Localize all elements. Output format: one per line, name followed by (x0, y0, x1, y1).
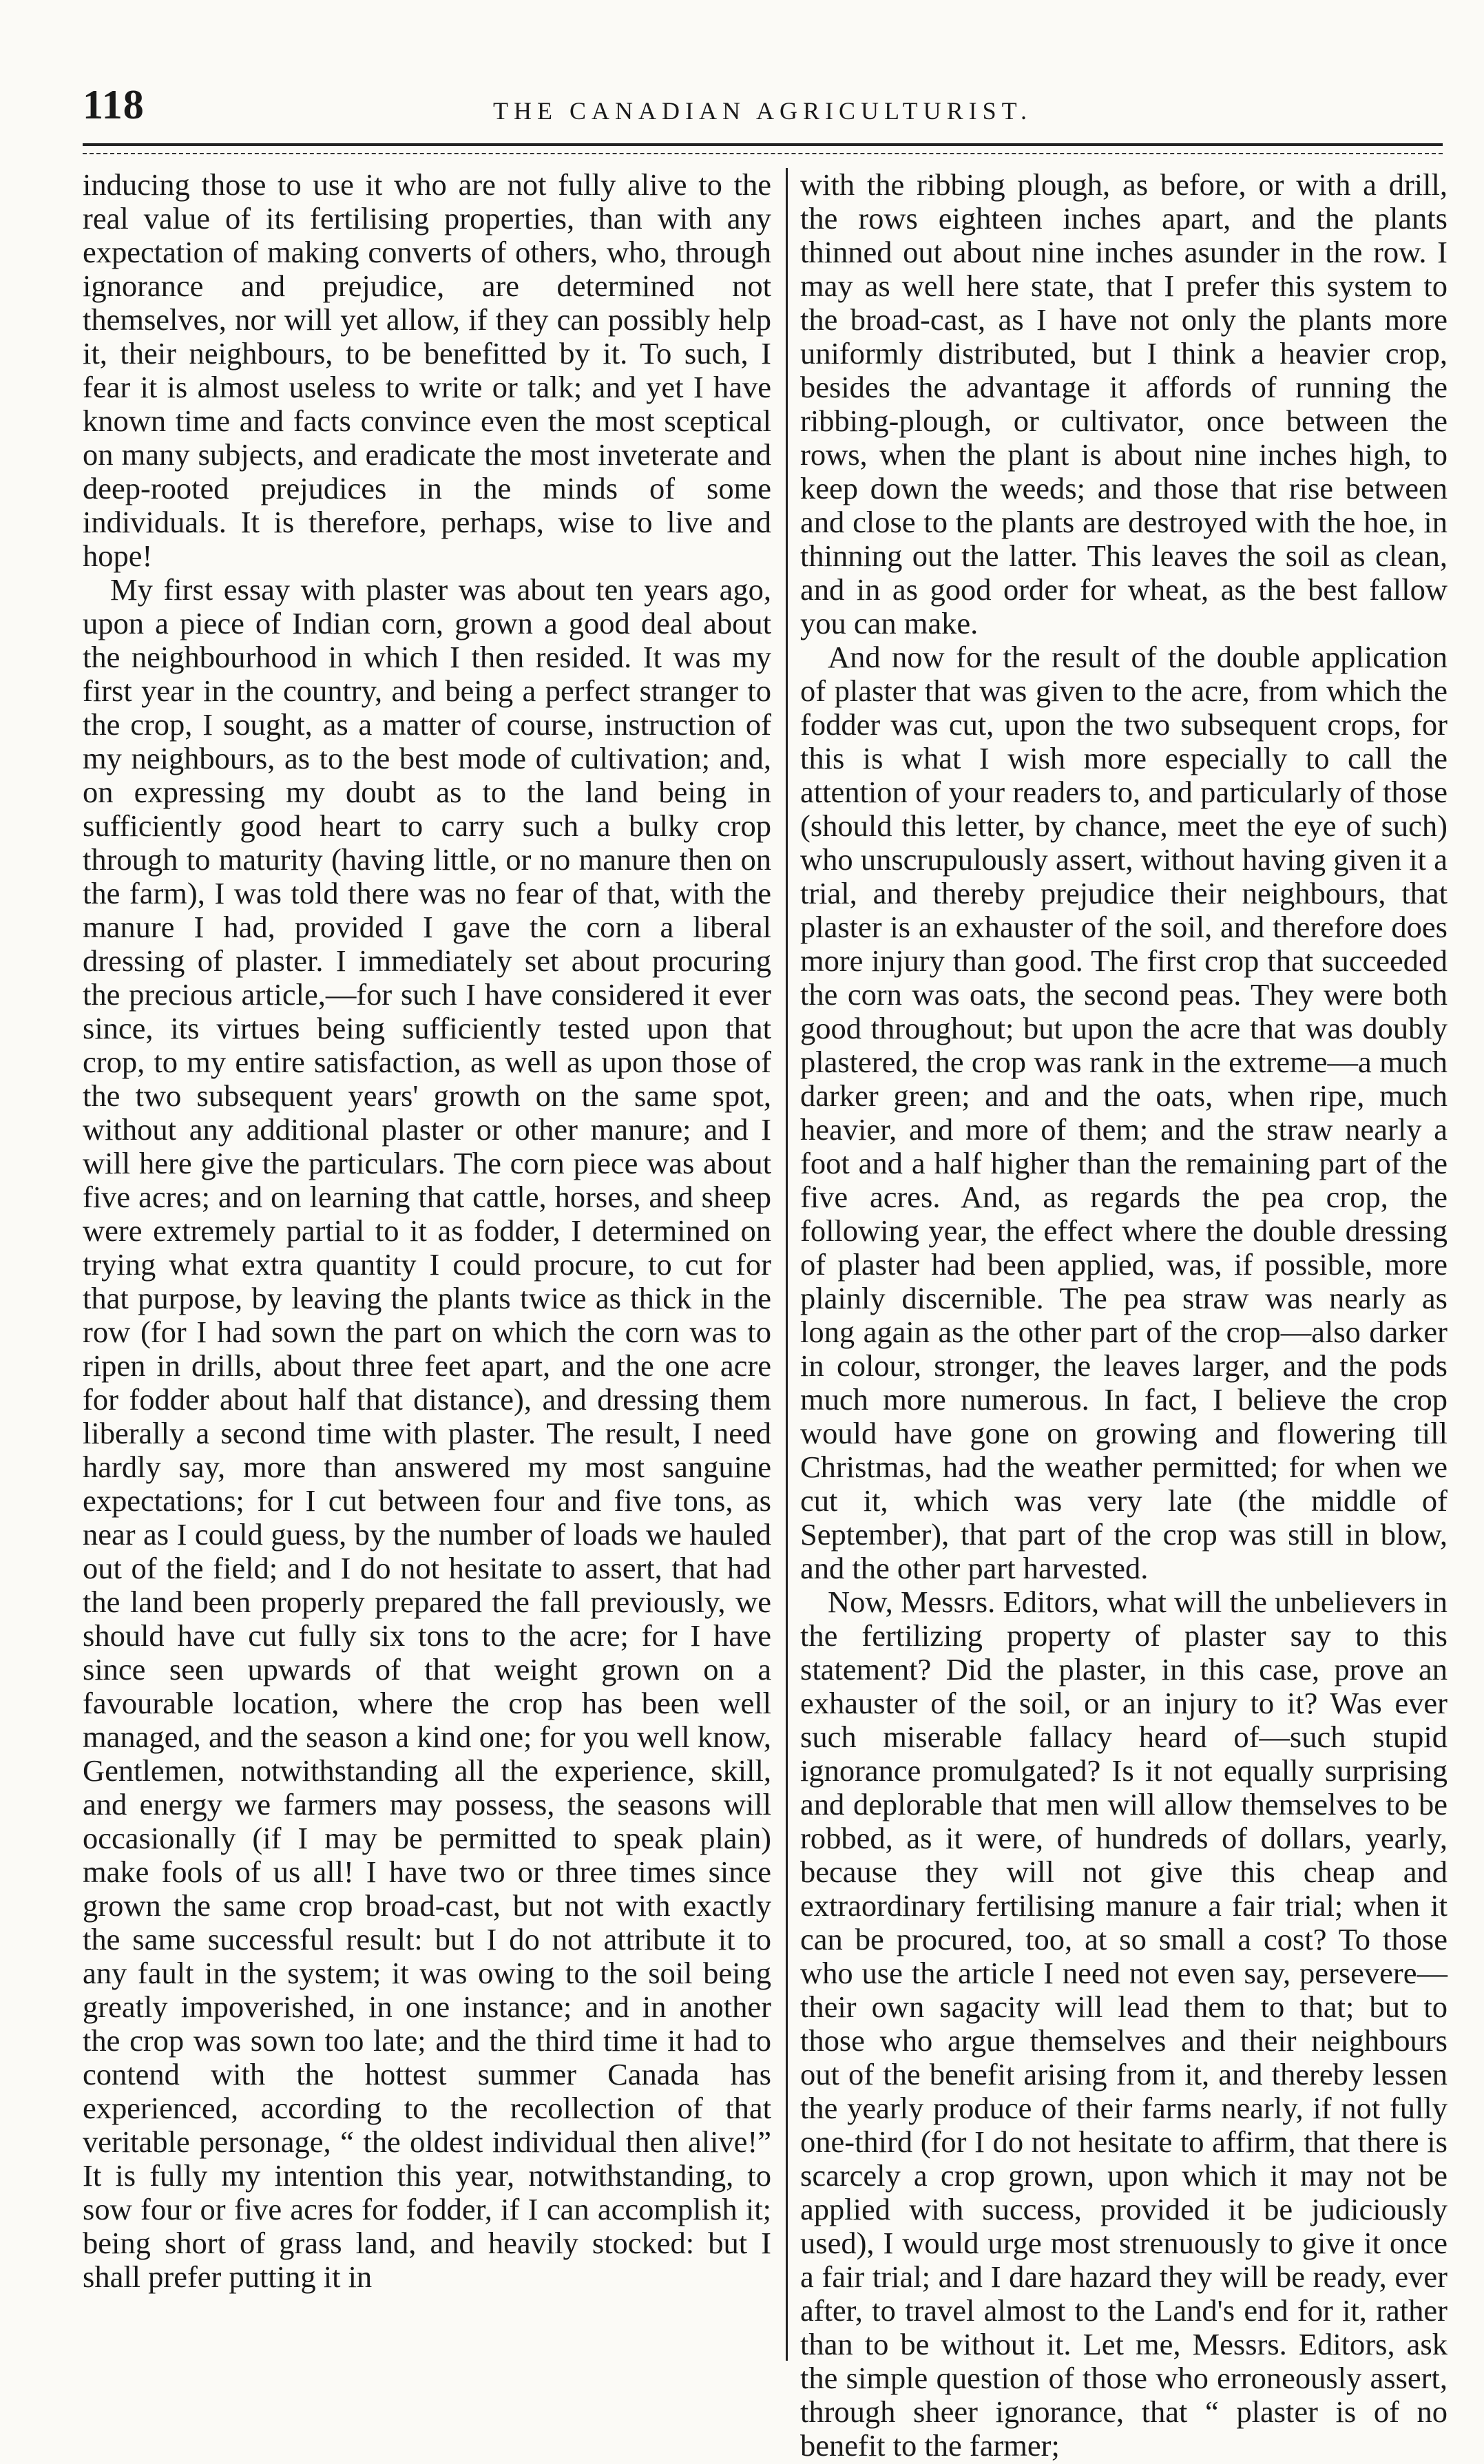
paragraph: inducing those to use it who are not fully alive to the real value of its fertilising properties, than with any expectation of making converts of others, who, through ignorance and prejudice, are determined not themselves, nor will yet allow, if they can possibly help it, their neighbours, to be benefitted by it. To such, I fear it is almost useless to write or talk; and yet I have known time and facts convince even the most sceptical on many subjects, and eradicate the most inveterate and deep-rooted prejudices in the minds of some individuals. It is therefore, perhaps, wise to live and hope! (83, 167, 771, 573)
right-column (800, 167, 1448, 2463)
left-column (83, 168, 771, 2361)
text-columns (83, 167, 1448, 2463)
paragraph: with the ribbing plough, as before, or with a drill, the rows eighteen inches apart, and the plants thinned out about nine inches asunder in the row. I may as well here state, that I prefer this system to the broad-cast, as I have not only the plants more uniformly distributed, but I think a heavier crop, besides the advantage it affords of running the ribbing-plough, or cultivator, once between the rows, when the plant is about nine inches high, to keep down the weeds; and those that rise between and close to the plants are destroyed with the hoe, in thinning out the latter. This leaves the soil as clean, and in as good order for wheat, as the best fallow you can make. (800, 167, 1448, 640)
page-header (83, 81, 1443, 136)
header-rule-dashed (83, 153, 1443, 154)
paragraph: My first essay with plaster was about ten years ago, upon a piece of Indian corn, grown a good deal about the neighbourhood in which I then resided. It was my first year in the country, and being a perfect stranger to the crop, I sought, as a matter of course, instruction of my neighbours, as to the best mode of cultivation; and, on expressing my doubt as to the land being in sufficiently good heart to carry such a bulky crop through to maturity (having little, or no manure then on the farm), I was told there was no fear of that, with the manure I had, provided I gave the corn a liberal dressing of plaster. I immediately set about procuring the precious article,—for such I have considered it ever since, its virtues being sufficiently tested upon that crop, to my entire satisfaction, as well as upon those of the two subsequent years' growth on the same spot, without any additional plaster or other manure; and I will here give the particulars. The corn piece was about five acres; and on learning that cattle, horses, and sheep were extremely partial to it as fodder, I determined on trying what extra quantity I could procure, to cut for that purpose, by leaving the plants twice as thick in the row (for I had sown the part on which the corn was to ripen in drills, about three feet apart, and the one acre for fodder about half that distance), and dressing them liberally a second time with plaster. The result, I need hardly say, more than answered my most sanguine expectations; for I cut between four and five tons, as near as I could guess, by the number of loads we hauled out of the field; and I do not hesitate to assert, that had the land been properly prepared the fall previously, we should have cut fully six tons to the acre; for I have since seen upwards of that weight grown on a favourable location, where the crop has been well managed, and the season a kind one; for you well know, Gentlemen, notwithstanding all the experience, skill, and energy we farmers may possess, the seasons will occasionally (if I may be permitted to speak plain) make fools of us all! I have two or three times since grown the same crop broad-cast, but not with exactly the same successful result: but I do not attribute it to any fault in the system; it was owing to the soil being greatly impoverished, in one instance; and in another the crop was sown too late; and the third time it had to contend with the hottest summer Canada has experienced, according to the recollection of that veritable personage, “ the oldest individual then alive!” It is fully my intention this year, notwithstanding, to sow four or five acres for fodder, if I can accomplish it; being short of grass land, and heavily stocked: but I shall prefer putting it in (83, 572, 771, 2294)
page-number: 118 (83, 82, 145, 127)
header-rule (83, 143, 1443, 146)
paragraph: Now, Messrs. Editors, what will the unbelievers in the fertilizing property of plaster say to this statement? Did the plaster, in this case, prove an exhauster of the soil, or an injury to it? Was ever such miserable fallacy heard of—such stupid ignorance promulgated? Is it not equally surprising and deplorable that men will allow themselves to be robbed, as it were, of hundreds of dollars, yearly, because they will not give this cheap and extraordinary fertilising manure a fair trial; when it can be procured, too, at so small a cost? To those who use the article I need not even say, persevere—their own sagacity will lead them to that; but to those who argue themselves and their neighbours out of the benefit arising from it, and thereby lessen the yearly produce of their farms nearly, if not fully one-third (for I do not hesitate to affirm, that there is scarcely a crop grown, upon which it may not be applied with success, provided it be judiciously used), I would urge most strenuously to give it once a fair trial; and I dare hazard they will be ready, ever after, to travel almost to the Land's end for it, rather than to be without it. Let me, Messrs. Editors, ask the simple question of those who erroneously assert, through sheer ignorance, that “ plaster is of no benefit to the farmer; (800, 1585, 1448, 2463)
running-head: THE CANADIAN AGRICULTURIST. (493, 97, 1032, 125)
column-divider (786, 168, 788, 2361)
paragraph: And now for the result of the double application of plaster that was given to the acre, from which the fodder was cut, upon the two subsequent crops, for this is what I wish more especially to call the attention of your readers to, and particularly of those (should this letter, by chance, meet the eye of such) who unscrupulously assert, without having given it a trial, and thereby prejudice their neighbours, that plaster is an exhauster of the soil, and therefore does more injury than good. The first crop that succeeded the corn was oats, the second peas. They were both good throughout; but upon the acre that was doubly plastered, the crop was rank in the extreme—a much darker green; and and the oats, when ripe, much heavier, and more of them; and the straw nearly a foot and a half higher than the remaining part of the five acres. And, as regards the pea crop, the following year, the effect where the double dressing of plaster had been applied, was, if possible, more plainly discernible. The pea straw was nearly as long again as the other part of the crop—also darker in colour, stronger, the leaves larger, and the pods much more numerous. In fact, I believe the crop would have gone on growing and flowering till Christmas, had the weather permitted; for when we cut it, which was very late (the middle of September), that part of the crop was still in blow, and the other part harvested. (800, 640, 1448, 1585)
